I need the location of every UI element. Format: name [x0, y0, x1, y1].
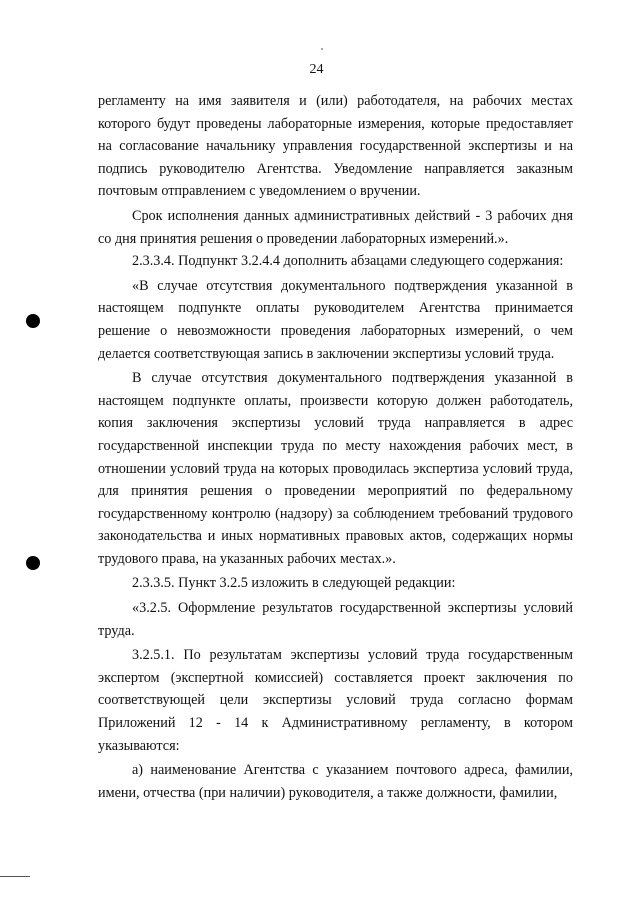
paragraph-section-3-2-5: «3.2.5. Оформление результатов государственной экспертизы условий труда. [98, 600, 573, 639]
binder-hole-bottom [26, 556, 40, 570]
document-body [98, 90, 573, 804]
binder-hole-top [26, 314, 40, 328]
paragraph-deadline: Срок исполнения данных административных действий - 3 рабочих дня со дня принятия решения о проведении лабораторных измерений.». [98, 207, 573, 247]
paragraph-item-2-3-3-5: 2.3.3.5. Пункт 3.2.5 изложить в следующей редакции: [132, 575, 456, 592]
paragraph-continuation: регламенту на имя заявителя и (или) работодателя, на рабочих местах которого будут проведены лабораторные измерения, которые предоставляет на согласование начальнику управления государственной экспертизы и на подпись руководителю Агентства. Уведомление направляется заказным почтовым отправлением с уведомлением о вручении. [98, 93, 573, 200]
paragraph-item-3-2-5-1: 3.2.5.1. По результатам экспертизы условий труда государственным экспертом (экспертной комиссией) составляется проект заключения по соответствующей цели экспертизы условий труда согласно формам Приложений 12 - 14 к Административному регламенту, в котором указываются: [98, 647, 573, 754]
paragraph-quote-employer-payment: В случае отсутствия документального подтверждения указанной в настоящем подпункте оплаты, произвести которую должен работодатель, копия заключения экспертизы условий труда направляется в адрес государственной инспекции труда по месту нахождения рабочих мест, в отношении условий труда на которых проводилась экспертиза условий труда, для принятия решения о проведении мероприятий по федеральному государственному контролю (надзору) за соблюдением требований трудового законодательства и иных нормативных правовых актов, содержащих нормы трудового права, на указанных рабочих местах.». [98, 370, 573, 567]
scan-speck [321, 48, 323, 50]
paragraph-subitem-a: а) наименование Агентства с указанием почтового адреса, фамилии, имени, отчества (при наличии) руководителя, а также должности, фамилии, [98, 762, 573, 801]
paragraph-item-2-3-3-4: 2.3.3.4. Подпункт 3.2.4.4 дополнить абзацами следующего содержания: [132, 253, 564, 270]
scan-margin-mark [0, 876, 30, 877]
page-number: 24 [309, 62, 324, 77]
paragraph-quote-payment-absent: «В случае отсутствия документального подтверждения указанной в настоящем подпункте оплаты руководителем Агентства принимается решение о невозможности проведения лабораторных измерений, о чем делается соответствующая запись в заключении экспертизы условий труда. [98, 277, 573, 362]
